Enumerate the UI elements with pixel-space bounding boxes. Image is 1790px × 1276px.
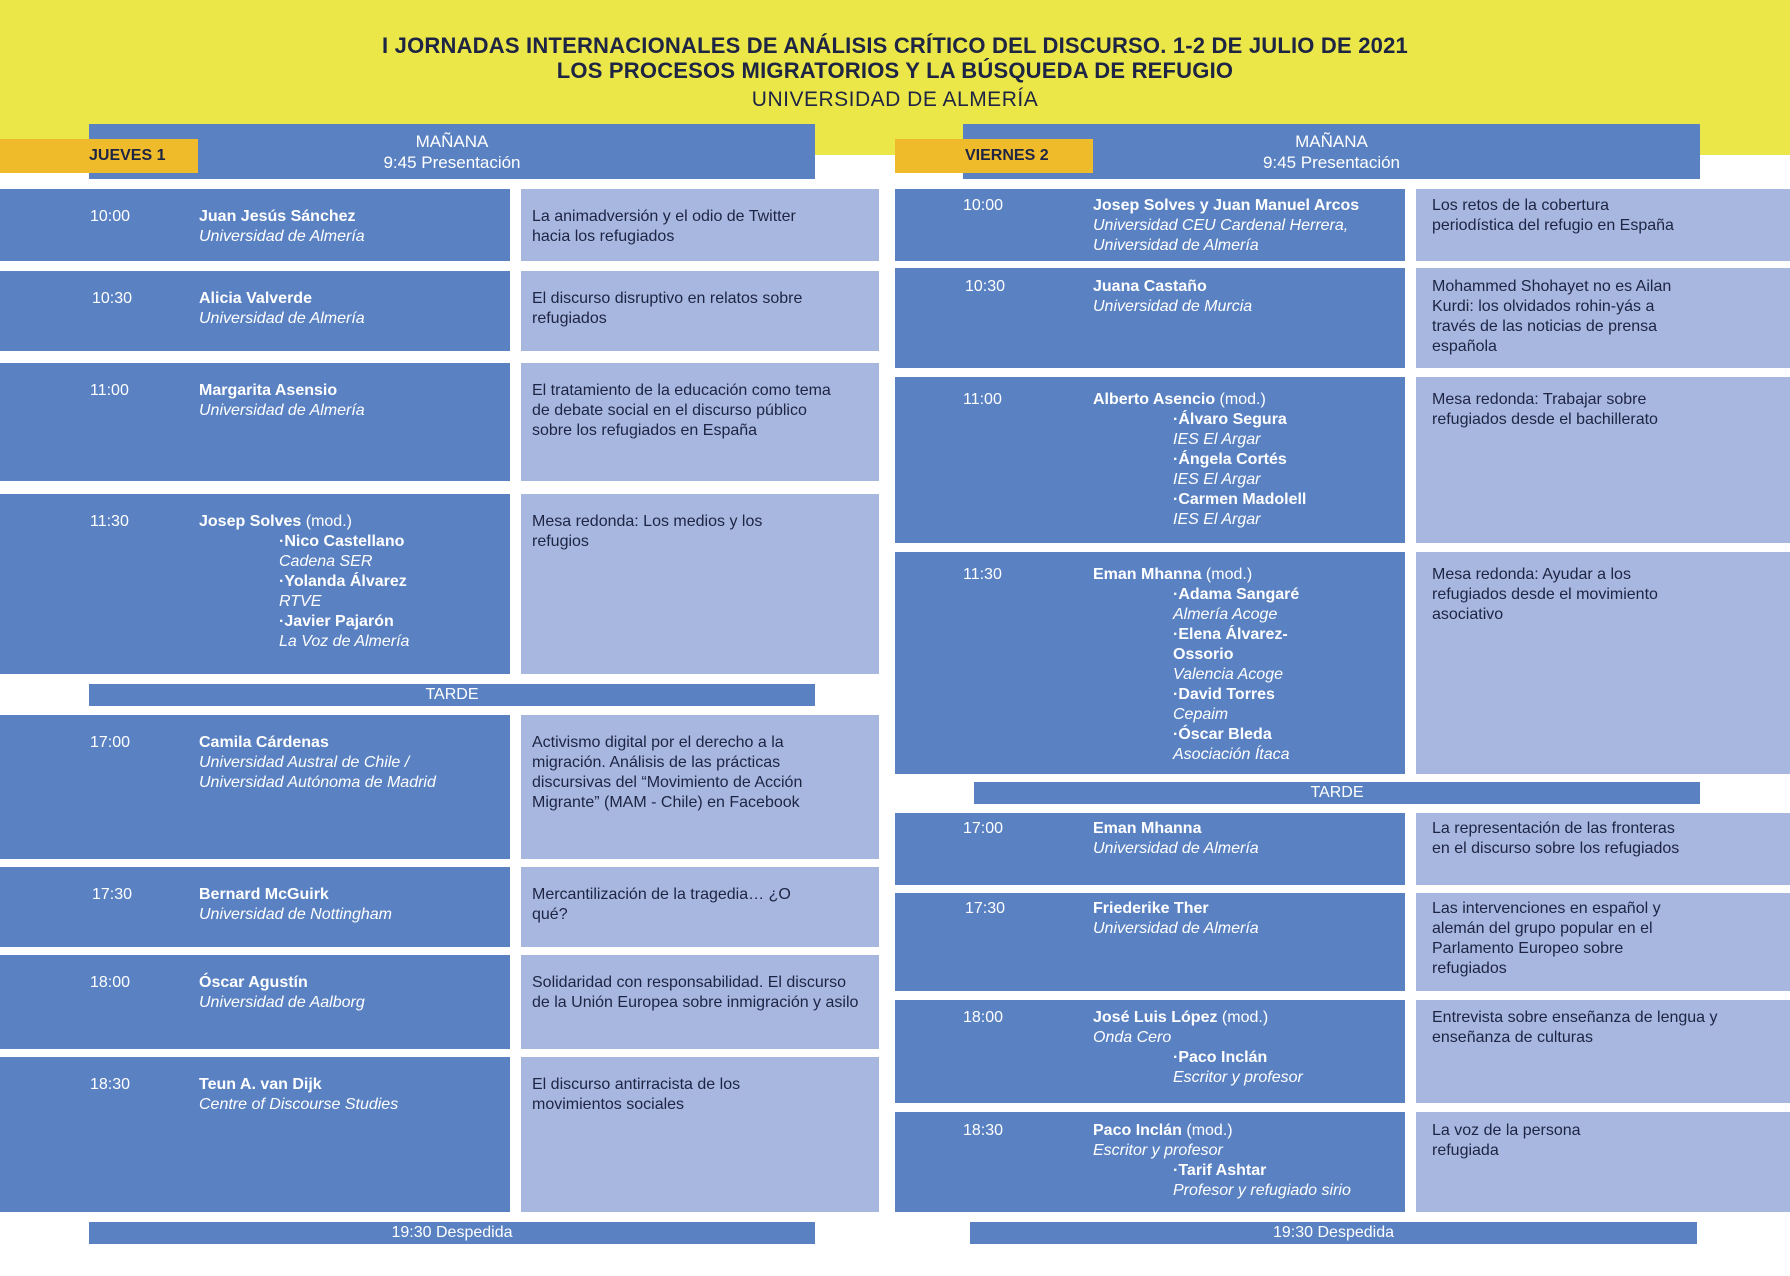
moderator-tag: (mod.): [1219, 391, 1266, 408]
day1-session-4: [0, 494, 510, 674]
day2-session-6: [895, 893, 1405, 991]
speaker-affiliation: Universidad de Almería: [1093, 920, 1259, 937]
session-time: 11:30: [90, 513, 129, 530]
day2-session-7: [895, 1000, 1405, 1103]
panelist-affiliation: Cadena SER: [279, 553, 373, 570]
moderator-tag: (mod.): [1221, 1009, 1269, 1026]
speaker-name: Eman Mhanna: [1093, 566, 1202, 583]
speaker-name: José Luis López: [1093, 1009, 1218, 1026]
day2-topic-6: Las intervenciones en español y alemán del grupo popular en el Parlamento Europeo sobre refugiados: [1416, 893, 1790, 991]
panelist-affiliation: IES El Argar: [1173, 471, 1261, 488]
speaker-affiliation: Universidad Autónoma de Madrid: [199, 774, 436, 791]
session-time: 10:30: [92, 290, 133, 307]
speaker-name: Alicia Valverde: [199, 290, 312, 307]
speaker-name: Josep Solves: [199, 513, 302, 530]
day2-session-8: [895, 1112, 1405, 1212]
day2-closing: 19:30 Despedida: [970, 1222, 1697, 1244]
panelist-name: ·David Torres: [1173, 686, 1275, 703]
speaker-name: Juan Jesús Sánchez: [199, 208, 356, 225]
session-time: 18:30: [963, 1122, 1004, 1139]
session-time: 11:00: [90, 382, 129, 399]
session-time: 10:30: [965, 278, 1006, 295]
page-title: I JORNADAS INTERNACIONALES DE ANÁLISIS CRÍTICO DEL DISCURSO. 1-2 DE JULIO DE 2021: [382, 33, 1408, 58]
speaker-affiliation: Universidad de Almería: [199, 228, 365, 245]
moderator-tag: (mod.): [1186, 1122, 1233, 1139]
speaker-name: Friederike Ther: [1093, 900, 1209, 917]
page-subtitle: LOS PROCESOS MIGRATORIOS Y LA BÚSQUEDA DE REFUGIO: [556, 58, 1234, 83]
university-name: UNIVERSIDAD DE ALMERÍA: [751, 88, 1039, 111]
speaker-affiliation: Universidad Austral de Chile /: [199, 754, 410, 771]
speaker-name: Eman Mhanna: [1093, 820, 1202, 837]
day1-topic-2: El discurso disruptivo en relatos sobre refugiados: [521, 271, 879, 351]
day1-topic-4: Mesa redonda: Los medios y los refugios: [521, 494, 879, 674]
day2-afternoon-header: TARDE: [974, 782, 1700, 804]
speaker-name: Paco Inclán: [1093, 1122, 1182, 1139]
panelist-affiliation: La Voz de Almería: [279, 633, 410, 650]
speaker-affiliation: Universidad de Almería: [199, 310, 365, 327]
session-time: 17:30: [92, 886, 133, 903]
speaker-name: Josep Solves y Juan Manuel Arcos: [1093, 197, 1360, 214]
speaker-affiliation: Universidad de Almería: [1093, 237, 1259, 254]
day2-session-4: [895, 552, 1405, 774]
day1-topic-7: Solidaridad con responsabilidad. El discurso de la Unión Europea sobre inmigración y asilo: [521, 955, 879, 1049]
day2-topic-1: Los retos de la cobertura periodística del refugio en España: [1416, 189, 1790, 261]
day2-tab-label: VIERNES 2: [965, 147, 1049, 164]
speaker-affiliation: Escritor y profesor: [1093, 1142, 1223, 1159]
day2-topic-8: La voz de la persona refugiada: [1416, 1112, 1790, 1212]
day2-morning-time: 9:45 Presentación: [1262, 153, 1401, 172]
day2-topic-2: Mohammed Shohayet no es Ailan Kurdi: los olvidados rohin-yás a través de las noticias de prensa española: [1416, 268, 1790, 368]
panelist-name: ·Paco Inclán: [1173, 1049, 1268, 1066]
day1-tab-label: JUEVES 1: [89, 147, 166, 164]
day2-topic-5: La representación de las fronteras en el discurso sobre los refugiados: [1416, 813, 1790, 885]
session-time: 17:00: [90, 734, 131, 751]
day2-session-1: [895, 189, 1405, 261]
day2-tab: [895, 139, 1093, 173]
day1-morning-time: 9:45 Presentación: [383, 153, 521, 172]
speaker-name: Camila Cárdenas: [199, 734, 329, 751]
day2-topic-4: Mesa redonda: Ayudar a los refugiados desde el movimiento asociativo: [1416, 552, 1790, 774]
panelist-name: ·Yolanda Álvarez: [279, 573, 407, 590]
speaker-affiliation: Universidad de Almería: [199, 402, 365, 419]
panelist-affiliation: Escritor y profesor: [1173, 1069, 1303, 1086]
panelist-name: ·Carmen Madolell: [1173, 491, 1307, 508]
session-time: 17:00: [963, 820, 1004, 837]
day2-morning-label: MAÑANA: [1295, 132, 1368, 151]
day1-afternoon-header: TARDE: [89, 684, 815, 706]
day1-tab: [0, 139, 198, 173]
panelist-name: ·Nico Castellano: [279, 533, 405, 550]
panelist-name: ·Tarif Ashtar: [1173, 1162, 1267, 1179]
speaker-affiliation: Universidad CEU Cardenal Herrera,: [1093, 217, 1349, 234]
panelist-affiliation: IES El Argar: [1173, 431, 1261, 448]
day1-session-3: [0, 363, 510, 481]
day1-closing: 19:30 Despedida: [89, 1222, 815, 1244]
day2-session-5: [895, 813, 1405, 885]
session-time: 18:00: [90, 974, 131, 991]
panelist-affiliation: Profesor y refugiado sirio: [1173, 1182, 1351, 1199]
panelist-affiliation: RTVE: [279, 593, 322, 610]
moderator-tag: (mod.): [1205, 566, 1253, 583]
panelist-affiliation: IES El Argar: [1173, 511, 1261, 528]
day1-session-6: [0, 867, 510, 947]
session-time: 10:00: [90, 208, 131, 225]
day1-topic-5: Activismo digital por el derecho a la migración. Análisis de las prácticas discursivas del “Movimiento de Acción Migrante” (MAM - Chile) en Facebook: [521, 715, 879, 859]
speaker-name: Teun A. van Dijk: [199, 1076, 322, 1093]
panelist-name: ·Óscar Bleda: [1173, 726, 1272, 743]
session-time: 17:30: [965, 900, 1006, 917]
session-time: 18:00: [963, 1009, 1004, 1026]
panelist-affiliation: Cepaim: [1173, 706, 1229, 723]
day1-topic-3: El tratamiento de la educación como tema de debate social en el discurso público sobre los refugiados en España: [521, 363, 879, 481]
day1-session-1: [0, 189, 510, 261]
day1-topic-6: Mercantilización de la tragedia… ¿O qué?: [521, 867, 879, 947]
day2-topic-3: Mesa redonda: Trabajar sobre refugiados desde el bachillerato: [1416, 377, 1790, 543]
panelist-name: ·Elena Álvarez-: [1173, 626, 1288, 643]
panelist-name: ·Javier Pajarón: [279, 613, 394, 630]
day1-session-2: [0, 271, 510, 351]
day1-session-5: [0, 715, 510, 859]
session-time: 11:30: [963, 566, 1002, 583]
speaker-affiliation: Onda Cero: [1093, 1029, 1172, 1046]
day2-topic-7: Entrevista sobre enseñanza de lengua y enseñanza de culturas: [1416, 1000, 1790, 1103]
speaker-name: Juana Castaño: [1093, 278, 1207, 295]
session-time: 18:30: [90, 1076, 131, 1093]
moderator-tag: (mod.): [305, 513, 352, 530]
panelist-name: ·Álvaro Segura: [1173, 411, 1287, 428]
panelist-affiliation: Asociación Ítaca: [1173, 746, 1290, 763]
day1-session-8: [0, 1057, 510, 1212]
day2-session-3: [895, 377, 1405, 543]
day1-topic-1: La animadversión y el odio de Twitter hacia los refugiados: [521, 189, 879, 261]
panelist-name: ·Adama Sangaré: [1173, 586, 1300, 603]
speaker-name: Bernard McGuirk: [199, 886, 329, 903]
panelist-affiliation: Almería Acoge: [1173, 606, 1278, 623]
speaker-name: Óscar Agustín: [199, 974, 308, 991]
speaker-affiliation: Universidad de Murcia: [1093, 298, 1253, 315]
speaker-affiliation: Universidad de Aalborg: [199, 994, 365, 1011]
panelist-name: ·Ángela Cortés: [1173, 451, 1287, 468]
speaker-name: Alberto Asencio: [1093, 391, 1216, 408]
day2-session-2: [895, 268, 1405, 368]
speaker-affiliation: Universidad de Almería: [1093, 840, 1259, 857]
speaker-affiliation: Universidad de Nottingham: [199, 906, 392, 923]
session-time: 11:00: [963, 391, 1002, 408]
session-time: 10:00: [963, 197, 1004, 214]
panelist-affiliation: Valencia Acoge: [1173, 666, 1283, 683]
speaker-name: Margarita Asensio: [199, 382, 338, 399]
panelist-name-cont: Ossorio: [1173, 646, 1234, 663]
speaker-affiliation: Centre of Discourse Studies: [199, 1096, 399, 1113]
day1-topic-8: El discurso antirracista de los movimientos sociales: [521, 1057, 879, 1212]
day1-morning-label: MAÑANA: [415, 132, 489, 151]
day1-session-7: [0, 955, 510, 1049]
